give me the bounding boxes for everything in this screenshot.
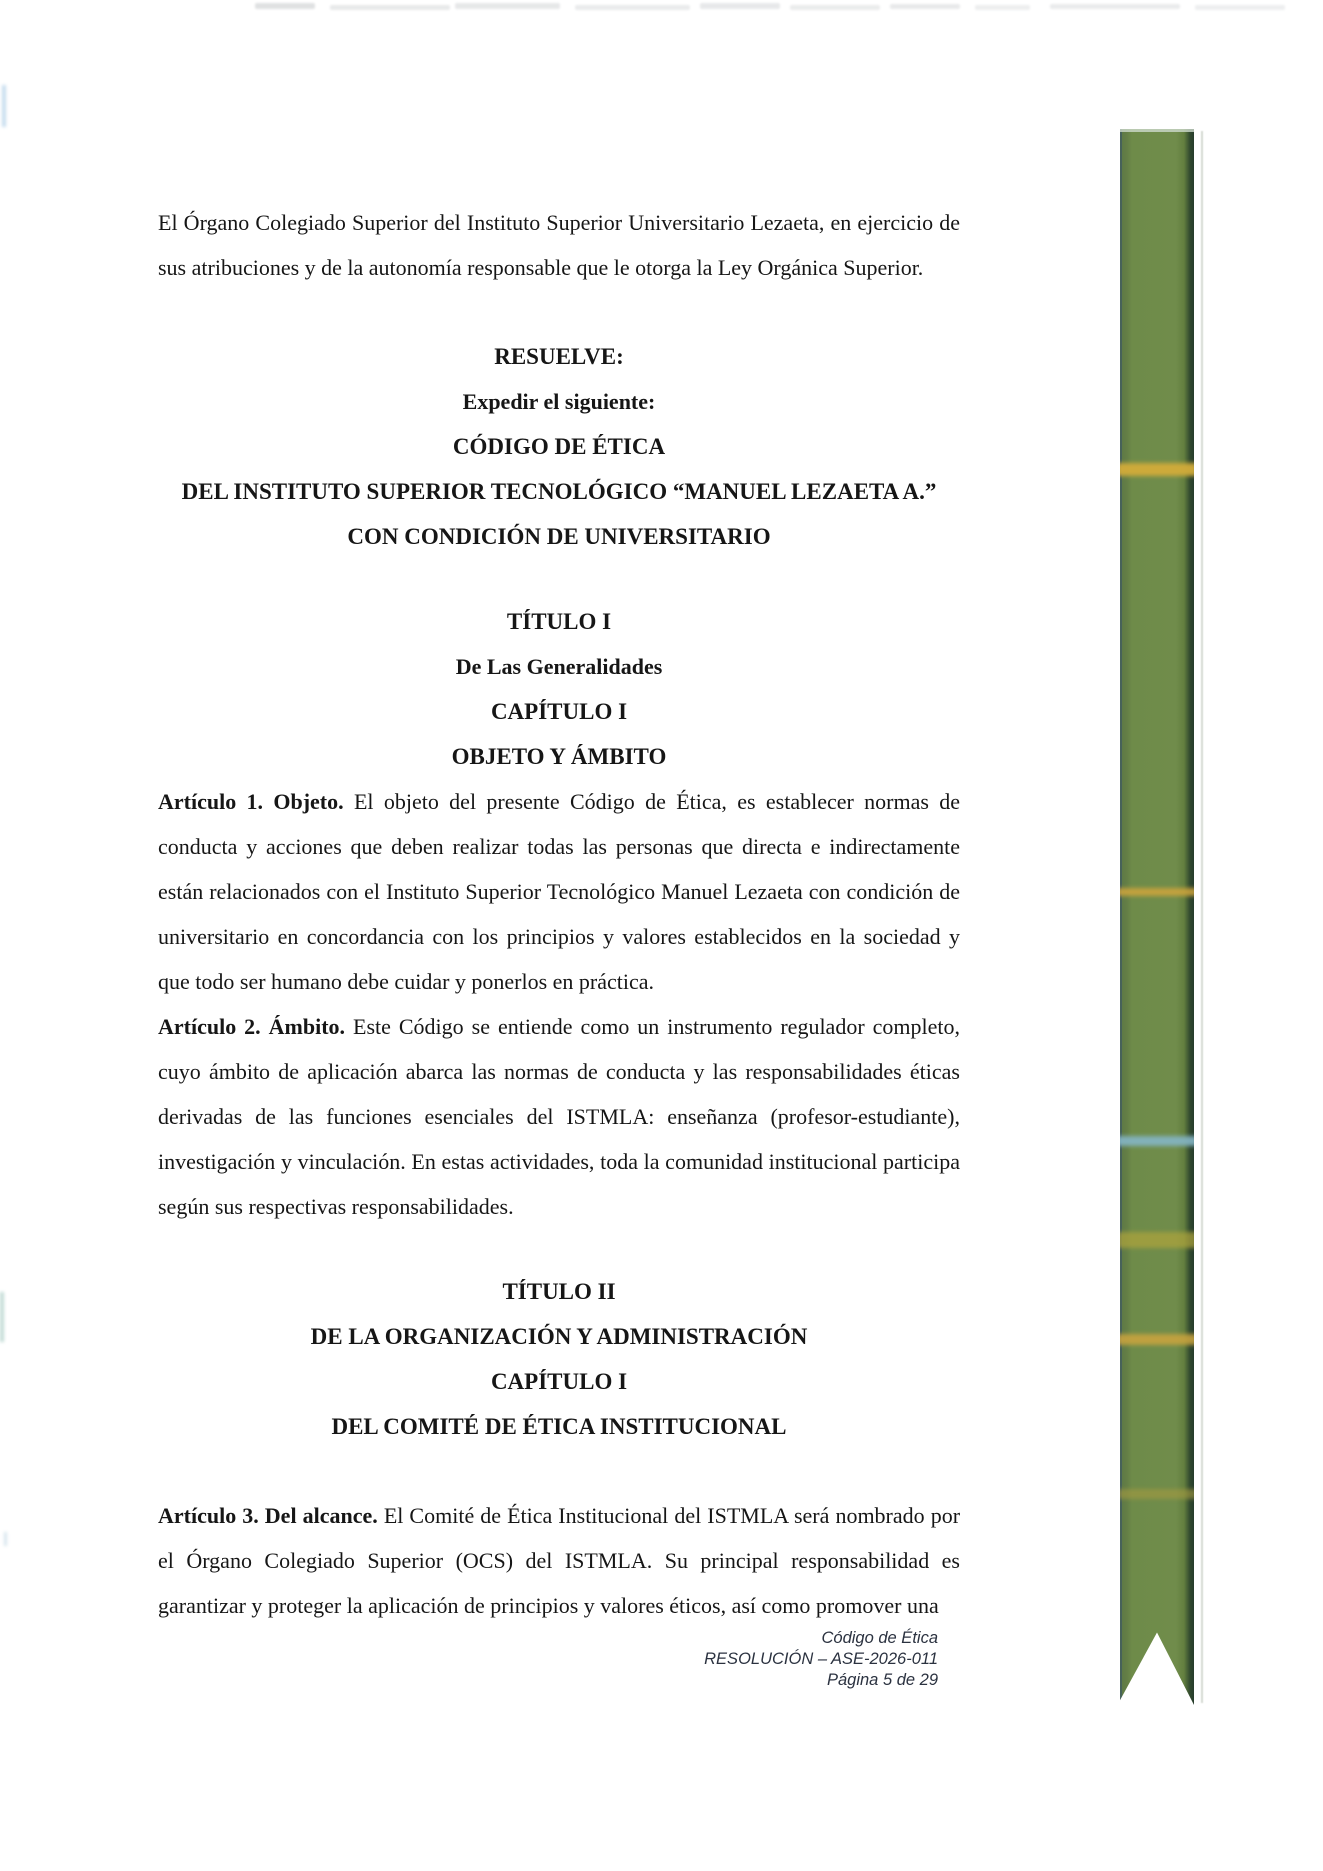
article-3-label: Artículo 3. Del alcance. <box>158 1503 378 1528</box>
code-title-line3: CON CONDICIÓN DE UNIVERSITARIO <box>347 524 771 549</box>
titulo1-section: OBJETO Y ÁMBITO <box>451 744 667 769</box>
resolve-heading-block <box>158 334 960 559</box>
footer-resolution: RESOLUCIÓN – ASE-2026-011 <box>704 1650 938 1668</box>
spacer <box>158 1229 960 1269</box>
article-1-paragraph <box>158 779 960 1004</box>
article-2-paragraph <box>158 1004 960 1229</box>
titulo2-block <box>158 1269 960 1449</box>
ribbon-band-blue <box>1120 1136 1194 1146</box>
ribbon-band-olive <box>1120 1232 1194 1248</box>
document-body <box>158 200 960 1628</box>
spacer <box>158 559 960 599</box>
footer-page-number: Página 5 de 29 <box>826 1671 938 1689</box>
bookmark-ribbon-body <box>1120 129 1194 1705</box>
spacer <box>158 1449 960 1493</box>
article-1-text: El objeto del presente Código de Ética, es establecer normas de conducta y acciones que deben realizar todas las personas que directa e indirectamente están relacionados con el Instituto Superior Tecnológico Manuel Lezaeta con condición de universitario en concordancia con los principios y valores establecidos en la sociedad y que todo ser humano debe cuidar y ponerlos en práctica. <box>158 789 961 994</box>
article-2-text: Este Código se entiende como un instrumento regulador completo, cuyo ámbito de aplicación abarca las normas de conducta y las responsabilidades éticas derivadas de las funciones esenciales del ISTMLA: enseñanza (profesor-estudiante), investigación y vinculación. En estas actividades, toda la comunidad institucional participa según sus respectivas responsabilidades. <box>158 1014 960 1219</box>
article-2-label: Artículo 2. Ámbito. <box>158 1014 346 1039</box>
ribbon-band-yellow-3 <box>1120 1334 1194 1345</box>
code-title-line1: CÓDIGO DE ÉTICA <box>452 434 666 459</box>
bookmark-ribbon <box>1120 129 1206 1705</box>
titulo2-chapter: CAPÍTULO I <box>490 1369 628 1394</box>
article-3-text: El Comité de Ética Institucional del ISTMLA será nombrado por el Órgano Colegiado Superior (OCS) del ISTMLA. Su principal responsabilidad es garantizar y proteger la aplicación de principios y valores éticos, así como promover una <box>158 1503 961 1618</box>
footer-doc-title: Código de Ética <box>821 1629 938 1647</box>
titulo2-section: DEL COMITÉ DE ÉTICA INSTITUCIONAL <box>331 1414 787 1439</box>
article-1-label: Artículo 1. Objeto. <box>158 789 344 814</box>
resolve-subheading: Expedir el siguiente: <box>462 389 656 414</box>
page-footer <box>704 1628 938 1691</box>
titulo2-subheading: DE LA ORGANIZACIÓN Y ADMINISTRACIÓN <box>310 1324 808 1349</box>
titulo1-chapter: CAPÍTULO I <box>490 699 628 724</box>
titulo1-heading: TÍTULO I <box>506 609 612 634</box>
titulo1-subheading: De Las Generalidades <box>455 654 663 679</box>
resolve-heading: RESUELVE: <box>494 344 624 369</box>
code-title-line2: DEL INSTITUTO SUPERIOR TECNOLÓGICO “MANUEL LEZAETA A.” <box>181 479 937 504</box>
ribbon-edge-highlight <box>1201 131 1203 1703</box>
spacer <box>158 290 960 334</box>
titulo2-heading: TÍTULO II <box>502 1279 616 1304</box>
intro-paragraph: El Órgano Colegiado Superior del Instituto Superior Universitario Lezaeta, en ejercicio de sus atribuciones y de la autonomía responsable que le otorga la Ley Orgánica Superior. <box>158 210 960 280</box>
titulo1-block <box>158 599 960 779</box>
article-3-paragraph <box>158 1493 960 1628</box>
ribbon-band-yellow-1 <box>1120 463 1194 476</box>
ribbon-band-yellow-2 <box>1120 888 1194 896</box>
ribbon-band-yellow-4 <box>1120 1489 1194 1499</box>
